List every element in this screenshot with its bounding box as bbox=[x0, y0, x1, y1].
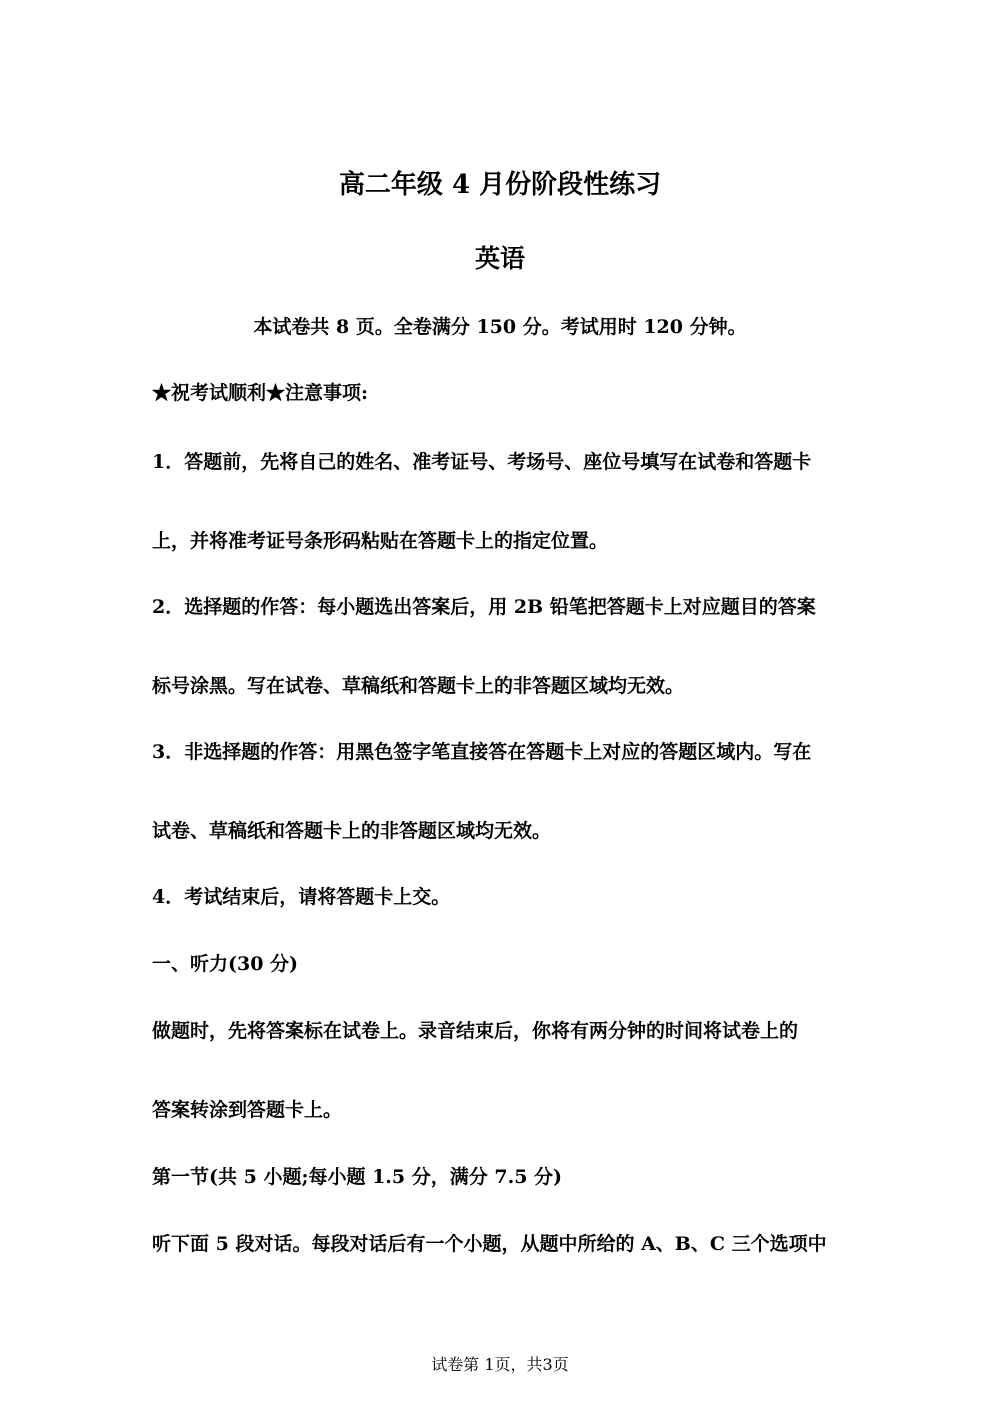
exam-intro: 本试卷共 8 页。全卷满分 150 分。考试用时 120 分钟。 bbox=[253, 316, 747, 338]
instruction-1-line-1: 1．答题前，先将自己的姓名、准考证号、考场号、座位号填写在试卷和答题卡 bbox=[152, 451, 812, 473]
instruction-3-line-2: 试卷、草稿纸和答题卡上的非答题区域均无效。 bbox=[152, 820, 552, 842]
instruction-2-line-2: 标号涂黑。写在试卷、草稿纸和答题卡上的非答题区域均无效。 bbox=[152, 675, 685, 697]
part-1-heading: 第一节(共 5 小题;每小题 1.5 分，满分 7.5 分) bbox=[152, 1166, 563, 1188]
instruction-2-line-1: 2．选择题的作答：每小题选出答案后，用 2B 铅笔把答题卡上对应题目的答案 bbox=[152, 596, 816, 618]
exam-title: 高二年级 4 月份阶段性练习 bbox=[338, 170, 662, 200]
page-footer: 试卷第 1页，共3页 bbox=[431, 1355, 569, 1374]
instruction-1-line-2: 上，并将准考证号条形码粘贴在答题卡上的指定位置。 bbox=[152, 530, 609, 552]
part-1-line-1: 听下面 5 段对话。每段对话后有一个小题，从题中所给的 A、B、C 三个选项中 bbox=[152, 1233, 827, 1255]
section-heading: 一、听力(30 分) bbox=[152, 953, 299, 975]
instruction-3-line-1: 3．非选择题的作答：用黑色签字笔直接答在答题卡上对应的答题区域内。写在 bbox=[152, 741, 812, 763]
subject-title: 英语 bbox=[474, 244, 525, 273]
instruction-4-line-1: 4．考试结束后，请将答题卡上交。 bbox=[152, 886, 451, 908]
section-desc-line-2: 答案转涂到答题卡上。 bbox=[152, 1099, 343, 1121]
notice-heading: ★祝考试顺利★注意事项: bbox=[152, 382, 369, 404]
section-desc-line-1: 做题时，先将答案标在试卷上。录音结束后，你将有两分钟的时间将试卷上的 bbox=[152, 1020, 799, 1042]
